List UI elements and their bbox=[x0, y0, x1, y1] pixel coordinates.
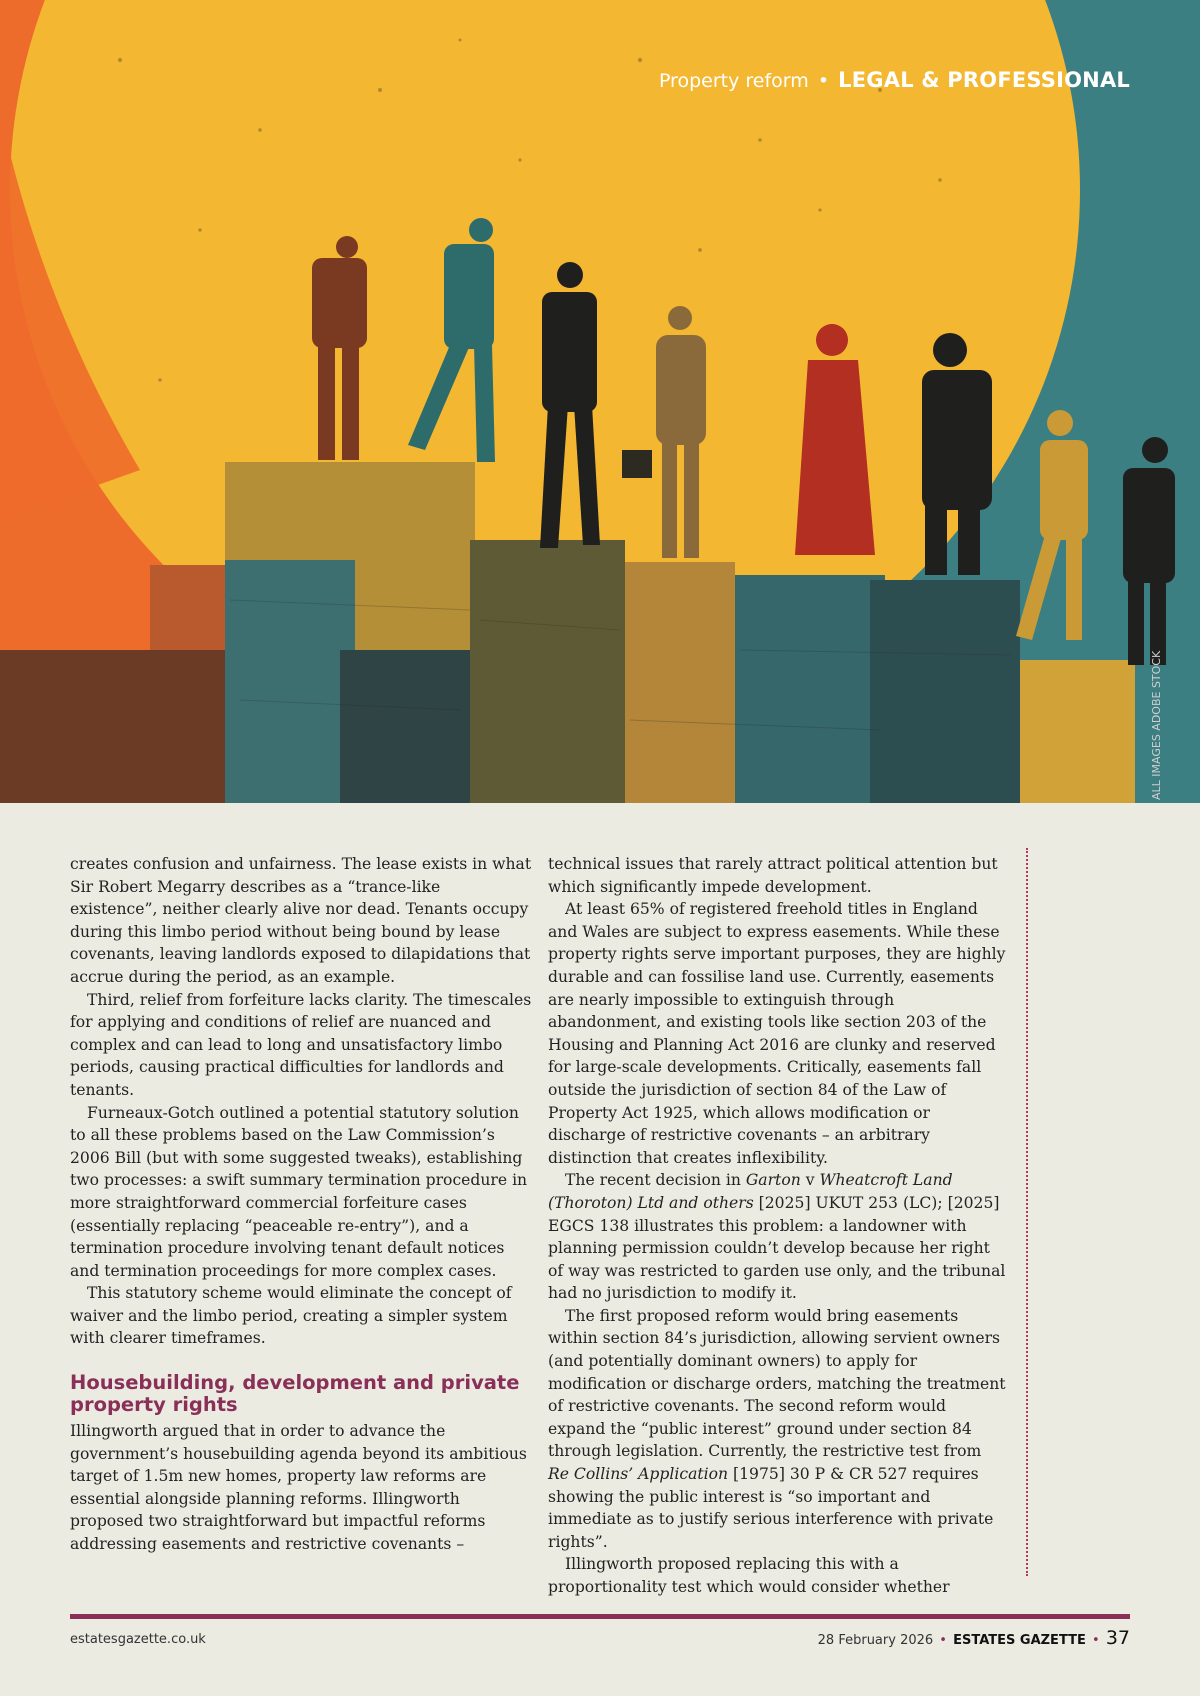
footer-separator: • bbox=[939, 1633, 947, 1648]
image-credit: ALL IMAGES ADOBE STOCK bbox=[1150, 650, 1163, 800]
hero-illustration bbox=[0, 0, 1200, 803]
footer-info bbox=[818, 1627, 1130, 1649]
hero-artwork bbox=[0, 0, 1200, 803]
paragraph: Third, relief from forfeiture lacks clarity. The timescales for applying and conditions of relief are nuanced and complex and can lead to long and unsatisfactory limbo periods, causing practical difficulties for landlords and tenants. bbox=[70, 990, 532, 1099]
text: v bbox=[800, 1171, 820, 1190]
footer-website[interactable]: estatesgazette.co.uk bbox=[70, 1632, 206, 1647]
paragraph: creates confusion and unfairness. The lease exists in what Sir Robert Megarry describes as a “trance-like existence”, neither clearly alive nor dead. Tenants occupy during this limbo period without being bound by lease covenants, leaving landlords exposed to dilapidations that accrue during the period, as an example. bbox=[70, 855, 532, 986]
case-name: Re Collins’ Application bbox=[548, 1465, 729, 1484]
subheading: Housebuilding, development and private property rights bbox=[70, 1371, 520, 1417]
magazine-name: ESTATES GAZETTE bbox=[953, 1633, 1086, 1648]
case-name: Wheatcroft Land (Thoroton) Ltd and others bbox=[548, 1171, 953, 1212]
case-name: Garton bbox=[745, 1171, 801, 1190]
paragraph: At least 65% of registered freehold titles in England and Wales are subject to express easements. While these property rights serve important purposes, they are highly durable and can fossilise land use. Currently, easements are nearly impossible to extinguish through abandonment, and existing tools like section 203 of the Housing and Planning Act 2016 are clunky and reserved for large-scale developments. Critically, easements fall outside the jurisdiction of section 84 of the Law of Property Act 1925, which allows modification or discharge of restrictive covenants – an arbitrary distinction that creates inflexibility. bbox=[548, 900, 1006, 1167]
paragraph: This statutory scheme would eliminate the concept of waiver and the limbo period, creating a simpler system with clearer timeframes. bbox=[70, 1284, 512, 1348]
header-separator: • bbox=[817, 70, 830, 92]
text: [2025] UKUT 253 (LC); [2025] EGCS 138 illustrates this problem: a landowner with planning permission couldn’t develop because her right of way was restricted to garden use only, and the tribunal had no jurisdiction to modify it. bbox=[548, 1193, 1006, 1303]
left-column bbox=[70, 853, 532, 1556]
column-divider bbox=[1026, 848, 1028, 1576]
section-topic: Property reform bbox=[658, 70, 809, 92]
footer-separator: • bbox=[1092, 1633, 1100, 1648]
footer-rule bbox=[70, 1614, 1130, 1619]
text: The recent decision in bbox=[565, 1171, 746, 1190]
text: [1975] 30 P & CR 527 requires showing the public interest is “so important and immediate as to justify serious interference with private rights”. bbox=[548, 1465, 994, 1551]
text: The first proposed reform would bring easements within section 84’s jurisdiction, allowing servient owners (and potentially dominant owners) to apply for modification or discharge orders, matching the treatment of restrictive covenants. The second reform would expand the “public interest” ground under section 84 through legislation. Currently, the restrictive test from bbox=[548, 1306, 1006, 1461]
section-category: LEGAL & PROFESSIONAL bbox=[838, 68, 1130, 92]
paragraph: Furneaux-Gotch outlined a potential statutory solution to all these problems based on the Law Commission’s 2006 Bill (but with some suggested tweaks), establishing two processes: a swift summary termination procedure in more straightforward commercial forfeiture cases (essentially replacing “peaceable re-entry”), and a termination procedure involving tenant default notices and termination proceedings for more complex cases. bbox=[70, 1103, 528, 1280]
section-header bbox=[659, 68, 1130, 92]
paragraph: Illingworth argued that in order to advance the government’s housebuilding agenda beyond its ambitious target of 1.5m new homes, property law reforms are essential alongside planning reforms. Illingworth proposed two straightforward but impactful reforms addressing easements and restrictive covenants – bbox=[70, 1422, 527, 1554]
paragraph-with-case bbox=[548, 1305, 1006, 1554]
paragraph-with-case bbox=[548, 1169, 1006, 1305]
right-column bbox=[548, 853, 1006, 1599]
issue-date: 28 February 2026 bbox=[817, 1633, 934, 1648]
paragraph: Illingworth proposed replacing this with a proportionality test which would consider whether bbox=[548, 1555, 950, 1596]
page-number: 37 bbox=[1105, 1627, 1130, 1649]
paragraph: technical issues that rarely attract political attention but which significantly impede development. bbox=[548, 855, 998, 896]
